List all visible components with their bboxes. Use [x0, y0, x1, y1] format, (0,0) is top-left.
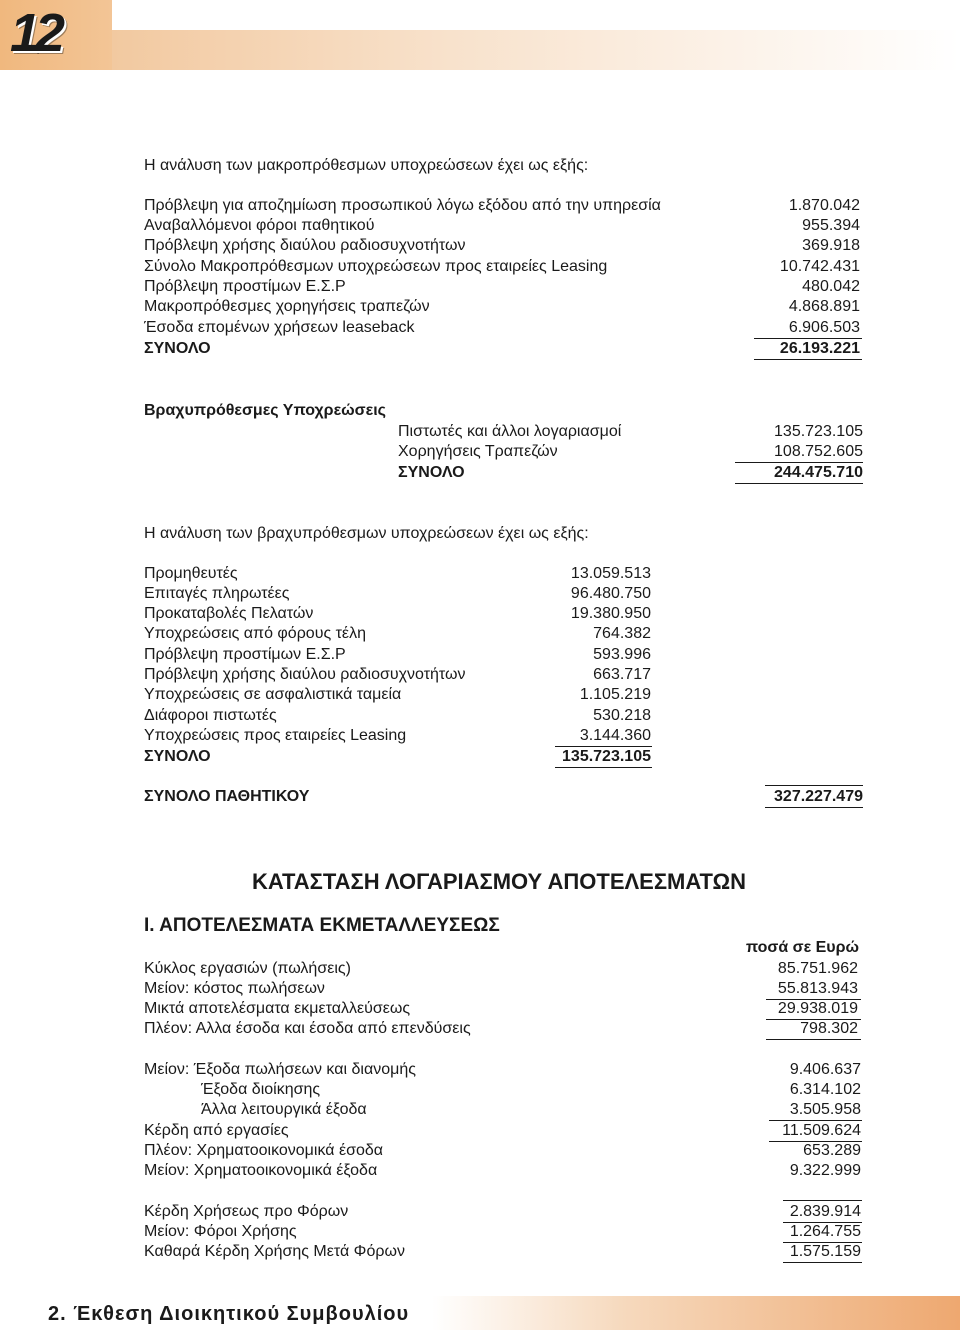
operating-results-heading: Ι. ΑΠΟΤΕΛΕΣΜΑΤΑ ΕΚΜΕΤΑΛΛΕΥΣΕΩΣ: [144, 915, 500, 936]
income-row-label: Κύκλος εργασιών (πωλήσεις): [144, 960, 351, 977]
analysis-item-value: 3.144.360: [555, 726, 652, 747]
analysis-item-label: Πρόβλεψη προστίμων Ε.Σ.Ρ: [144, 646, 346, 663]
analysis-item-value: 530.218: [593, 707, 651, 724]
analysis-item-label: Πρόβλεψη χρήσης διαύλου ραδιοσυχνοτήτων: [144, 666, 466, 683]
long-term-item-value: 369.918: [802, 237, 860, 254]
income-row-value: 1.264.755: [783, 1222, 862, 1243]
analysis-item-value: 1.105.219: [579, 686, 651, 703]
income-row-value: 55.813.943: [766, 979, 861, 1000]
income-row-value: 6.314.102: [789, 1081, 861, 1098]
income-row-label: Πλέον: Χρηματοοικονομικά έσοδα: [144, 1142, 383, 1159]
short-term-item-label: Χορηγήσεις Τραπεζών: [398, 443, 558, 460]
income-statement-title: ΚΑΤΑΣΤΑΣΗ ΛΟΓΑΡΙΑΣΜΟΥ ΑΠΟΤΕΛΕΣΜΑΤΩΝ: [252, 869, 747, 894]
long-term-item-label: Πρόβλεψη χρήσης διαύλου ραδιοσυχνοτήτων: [144, 237, 466, 254]
income-row-label: Μείον: Χρηματοοικονομικά έξοδα: [144, 1162, 378, 1179]
analysis-item-label: Υποχρεώσεις σε ασφαλιστικά ταμεία: [144, 686, 402, 703]
long-term-item-label: Μακροπρόθεσμες χορηγήσεις τραπεζών: [144, 298, 430, 315]
analysis-item-label: Προκαταβολές Πελατών: [144, 605, 314, 622]
income-row-value: 9.406.637: [789, 1061, 861, 1078]
income-row-value: 2.839.914: [783, 1200, 862, 1223]
short-term-heading: Βραχυπρόθεσμες Υποχρεώσεις: [144, 402, 386, 419]
short-term-total-value: 244.475.710: [735, 463, 863, 484]
short-term-analysis-intro: Η ανάλυση των βραχυπρόθεσμων υποχρεώσεων έχει ως εξής:: [144, 525, 589, 542]
analysis-total-value: 135.723.105: [555, 747, 652, 768]
analysis-total-label: ΣΥΝΟΛΟ: [144, 748, 211, 765]
income-row-label: Πλέον: Αλλα έσοδα και έσοδα από επενδύσεις: [144, 1020, 471, 1037]
long-term-item-label: Έσοδα επομένων χρήσεων leaseback: [144, 319, 415, 336]
income-row-value: 85.751.962: [777, 960, 858, 977]
long-term-item-value: 955.394: [802, 217, 860, 234]
page-number: 12: [10, 3, 61, 63]
long-term-total-label: ΣΥΝΟΛΟ: [144, 340, 211, 357]
income-row-label: Μείον: Φόροι Χρήσης: [144, 1223, 297, 1240]
analysis-item-value: 19.380.950: [570, 605, 651, 622]
long-term-item-label: Πρόβλεψη προστίμων Ε.Σ.Ρ: [144, 278, 346, 295]
short-term-item-value: 108.752.605: [735, 442, 863, 463]
income-row-label: Μείον: κόστος πωλήσεων: [144, 980, 325, 997]
currency-label: ποσά σε Ευρώ: [745, 939, 859, 956]
income-row-value: 11.509.624: [769, 1121, 862, 1142]
analysis-item-value: 96.480.750: [570, 585, 651, 602]
long-term-total-value: 26.193.221: [754, 339, 862, 360]
liabilities-total-label: ΣΥΝΟΛΟ ΠΑΘΗΤΙΚΟΥ: [144, 788, 310, 805]
footer-title: 2. Έκθεση Διοικητικού Συμβουλίου: [48, 1303, 410, 1325]
long-term-item-value: 10.742.431: [779, 258, 860, 275]
income-row-value: 3.505.958: [769, 1100, 862, 1121]
analysis-item-label: Υποχρεώσεις προς εταιρείες Leasing: [144, 727, 407, 744]
income-row-label: Κέρδη Χρήσεως προ Φόρων: [144, 1203, 349, 1220]
long-term-item-value: 480.042: [802, 278, 860, 295]
income-row-value: 653.289: [803, 1142, 861, 1159]
income-row-label: Άλλα λειτουργικά έξοδα: [201, 1101, 367, 1118]
analysis-item-value: 663.717: [593, 666, 651, 683]
analysis-item-value: 764.382: [593, 625, 651, 642]
long-term-item-value: 1.870.042: [788, 197, 860, 214]
short-term-total-label: ΣΥΝΟΛΟ: [398, 464, 465, 481]
analysis-item-label: Υποχρεώσεις από φόρους τέλη: [144, 625, 366, 642]
analysis-item-value: 593.996: [593, 646, 651, 663]
analysis-item-label: Διάφοροι πιστωτές: [144, 707, 277, 724]
analysis-item-value: 13.059.513: [570, 565, 651, 582]
income-row-value: 798.302: [766, 1019, 861, 1040]
long-term-item-value: 6.906.503: [754, 318, 862, 339]
long-term-intro: Η ανάλυση των μακροπρόθεσμων υποχρεώσεων έχει ως εξής:: [144, 157, 589, 174]
income-row-value: 9.322.999: [789, 1162, 861, 1179]
short-term-item-value: 135.723.105: [774, 423, 863, 440]
analysis-item-label: Προμηθευτές: [144, 565, 238, 582]
income-row-label: Μικτά αποτελέσματα εκμεταλλεύσεως: [144, 1000, 411, 1017]
long-term-item-label: Πρόβλεψη για αποζημίωση προσωπικού λόγω εξόδου από την υπηρεσία: [144, 197, 661, 214]
income-row-value: 29.938.019: [766, 999, 861, 1020]
header-band: [112, 30, 960, 70]
analysis-item-label: Επιταγές πληρωτέες: [144, 585, 290, 602]
liabilities-total-value: 327.227.479: [765, 785, 863, 808]
page-number-box: [0, 0, 112, 70]
income-row-label: Μείον: Έξοδα πωλήσεων και διανομής: [144, 1061, 416, 1078]
income-row-value: 1.575.159: [783, 1242, 862, 1263]
long-term-item-label: Αναβαλλόμενοι φόροι παθητικού: [144, 217, 375, 234]
long-term-item-value: 4.868.891: [788, 298, 860, 315]
income-row-label: Κέρδη από εργασίες: [144, 1122, 289, 1139]
long-term-item-label: Σύνολο Μακροπρόθεσμων υποχρεώσεων προς εταιρείες Leasing: [144, 258, 608, 275]
short-term-item-label: Πιστωτές και άλλοι λογαριασμοί: [398, 423, 622, 440]
income-row-label: Καθαρά Κέρδη Χρήσης Μετά Φόρων: [144, 1243, 405, 1260]
income-row-label: Έξοδα διοίκησης: [201, 1081, 321, 1098]
